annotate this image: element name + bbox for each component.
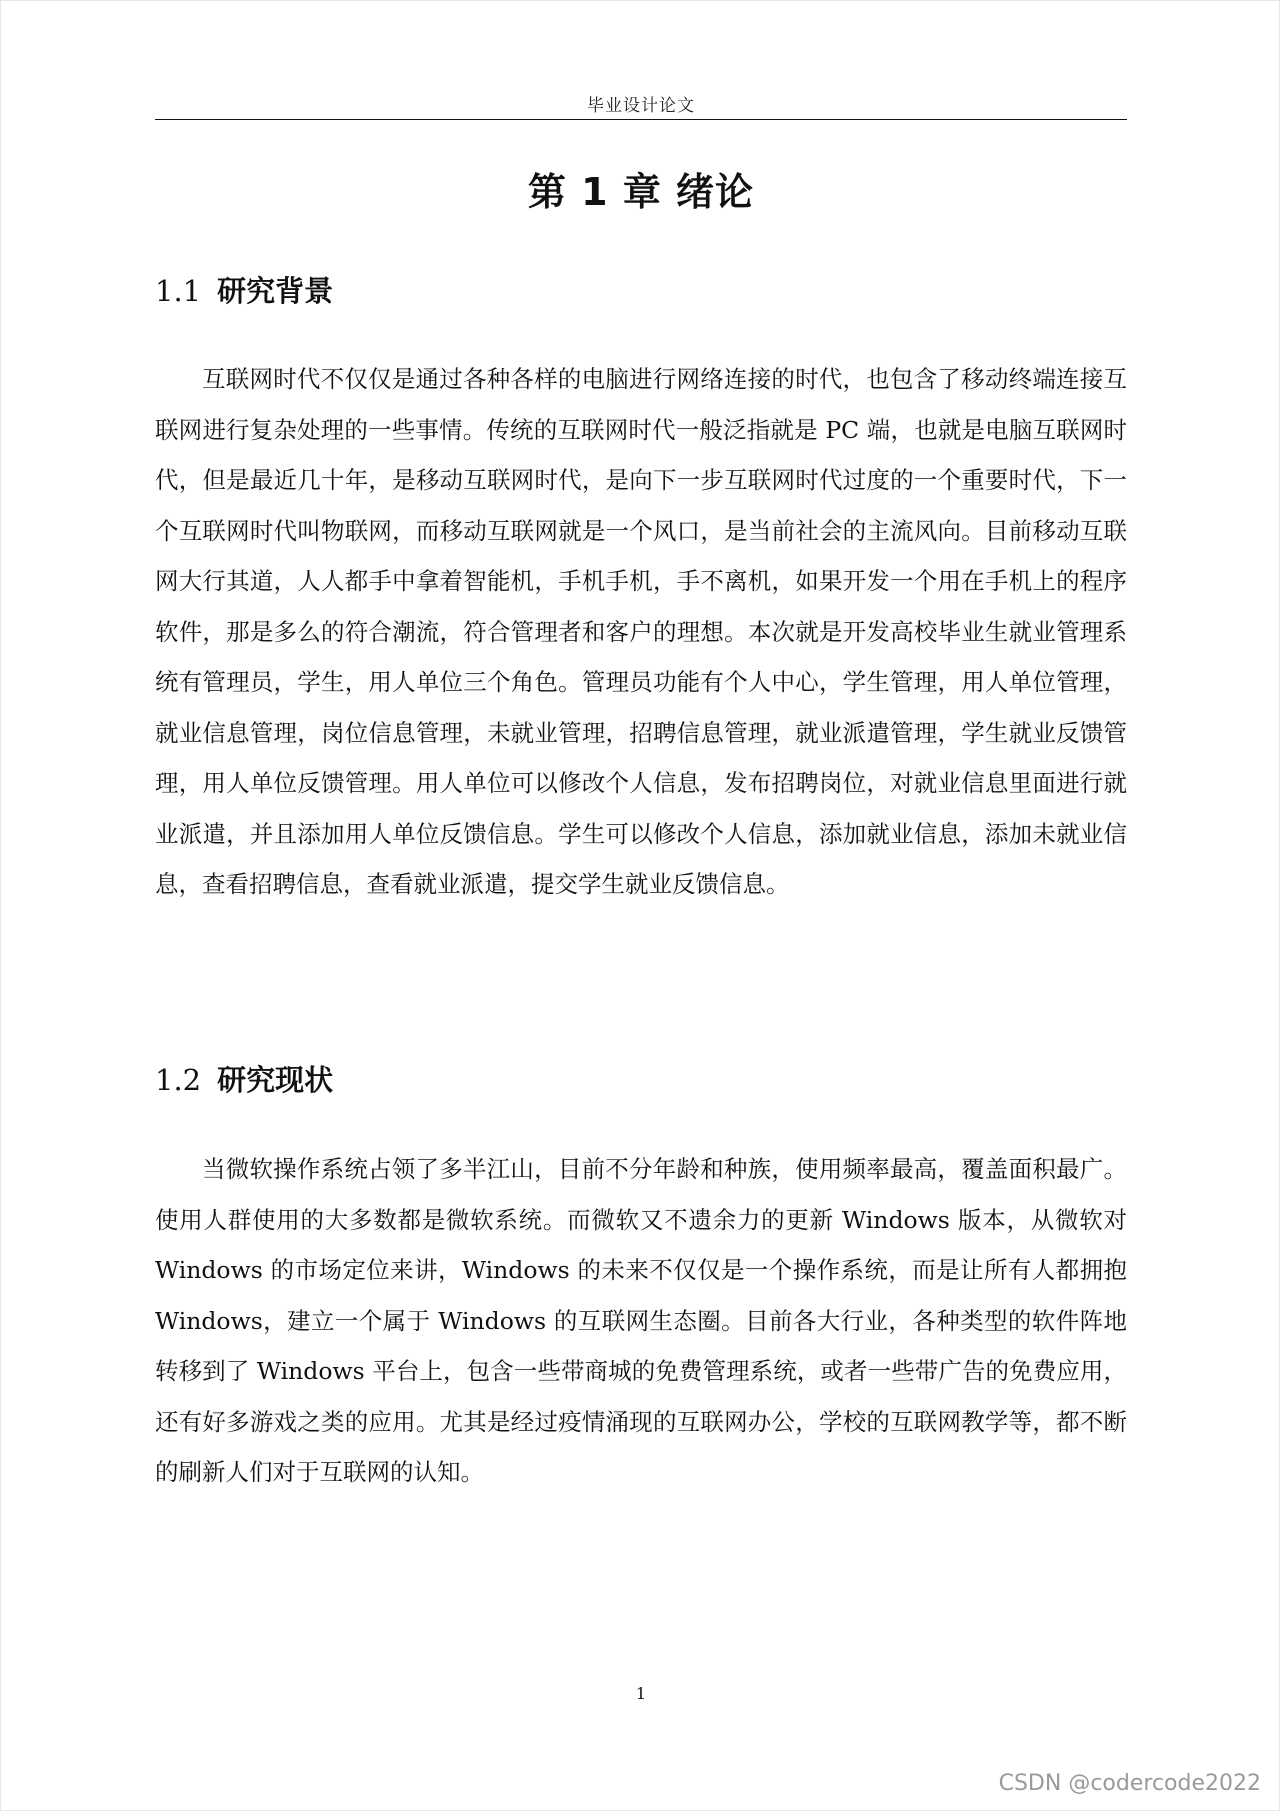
watermark: CSDN @codercode2022 <box>998 1771 1261 1796</box>
section-number: 1.1 <box>155 274 202 308</box>
section-heading-1-1 <box>155 269 333 310</box>
header-rule <box>155 119 1127 120</box>
running-header: 毕业设计论文 <box>587 96 695 116</box>
section-body-1-2: 当微软操作系统占领了多半江山，目前不分年龄和种族，使用频率最高，覆盖面积最广。使用人群使用的大多数都是微软系统。而微软又不遗余力的更新 Windows 版本，从微软对 Windows 的市场定位来讲，Windows 的未来不仅仅是一个操作系统，而是让所有人都拥抱 Windows，建立一个属于 Windows 的互联网生态圈。目前各大行业，各种类型的软件阵地转移到了 Windows 平台上，包含一些带商城的免费管理系统，或者一些带广告的免费应用，还有好多游戏之类的应用。尤其是经过疫情涌现的互联网办公，学校的互联网教学等，都不断的刷新人们对于互联网的认知。 <box>155 1155 1127 1486</box>
page-number: 1 <box>635 1684 647 1703</box>
section-heading-1-2 <box>155 1058 333 1099</box>
section-title: 研究现状 <box>217 1063 334 1097</box>
section-title: 研究背景 <box>217 274 334 308</box>
section-number: 1.2 <box>155 1063 202 1097</box>
section-body-1-1: 互联网时代不仅仅是通过各种各样的电脑进行网络连接的时代，也包含了移动终端连接互联网进行复杂处理的一些事情。传统的互联网时代一般泛指就是 PC 端，也就是电脑互联网时代，但是最近几十年，是移动互联网时代，是向下一步互联网时代过度的一个重要时代，下一个互联网时代叫物联网，而移动互联网就是一个风口，是当前社会的主流风向。目前移动互联网大行其道，人人都手中拿着智能机，手机手机，手不离机，如果开发一个用在手机上的程序软件，那是多么的符合潮流，符合管理者和客户的理想。本次就是开发高校毕业生就业管理系统有管理员，学生，用人单位三个角色。管理员功能有个人中心，学生管理，用人单位管理，就业信息管理，岗位信息管理，未就业管理，招聘信息管理，就业派遣管理，学生就业反馈管理，用人单位反馈管理。用人单位可以修改个人信息，发布招聘岗位，对就业信息里面进行就业派遣，并且添加用人单位反馈信息。学生可以修改个人信息，添加就业信息，添加未就业信息，查看招聘信息，查看就业派遣，提交学生就业反馈信息。 <box>155 365 1127 898</box>
chapter-title: 第 1 章 绪论 <box>527 170 755 214</box>
